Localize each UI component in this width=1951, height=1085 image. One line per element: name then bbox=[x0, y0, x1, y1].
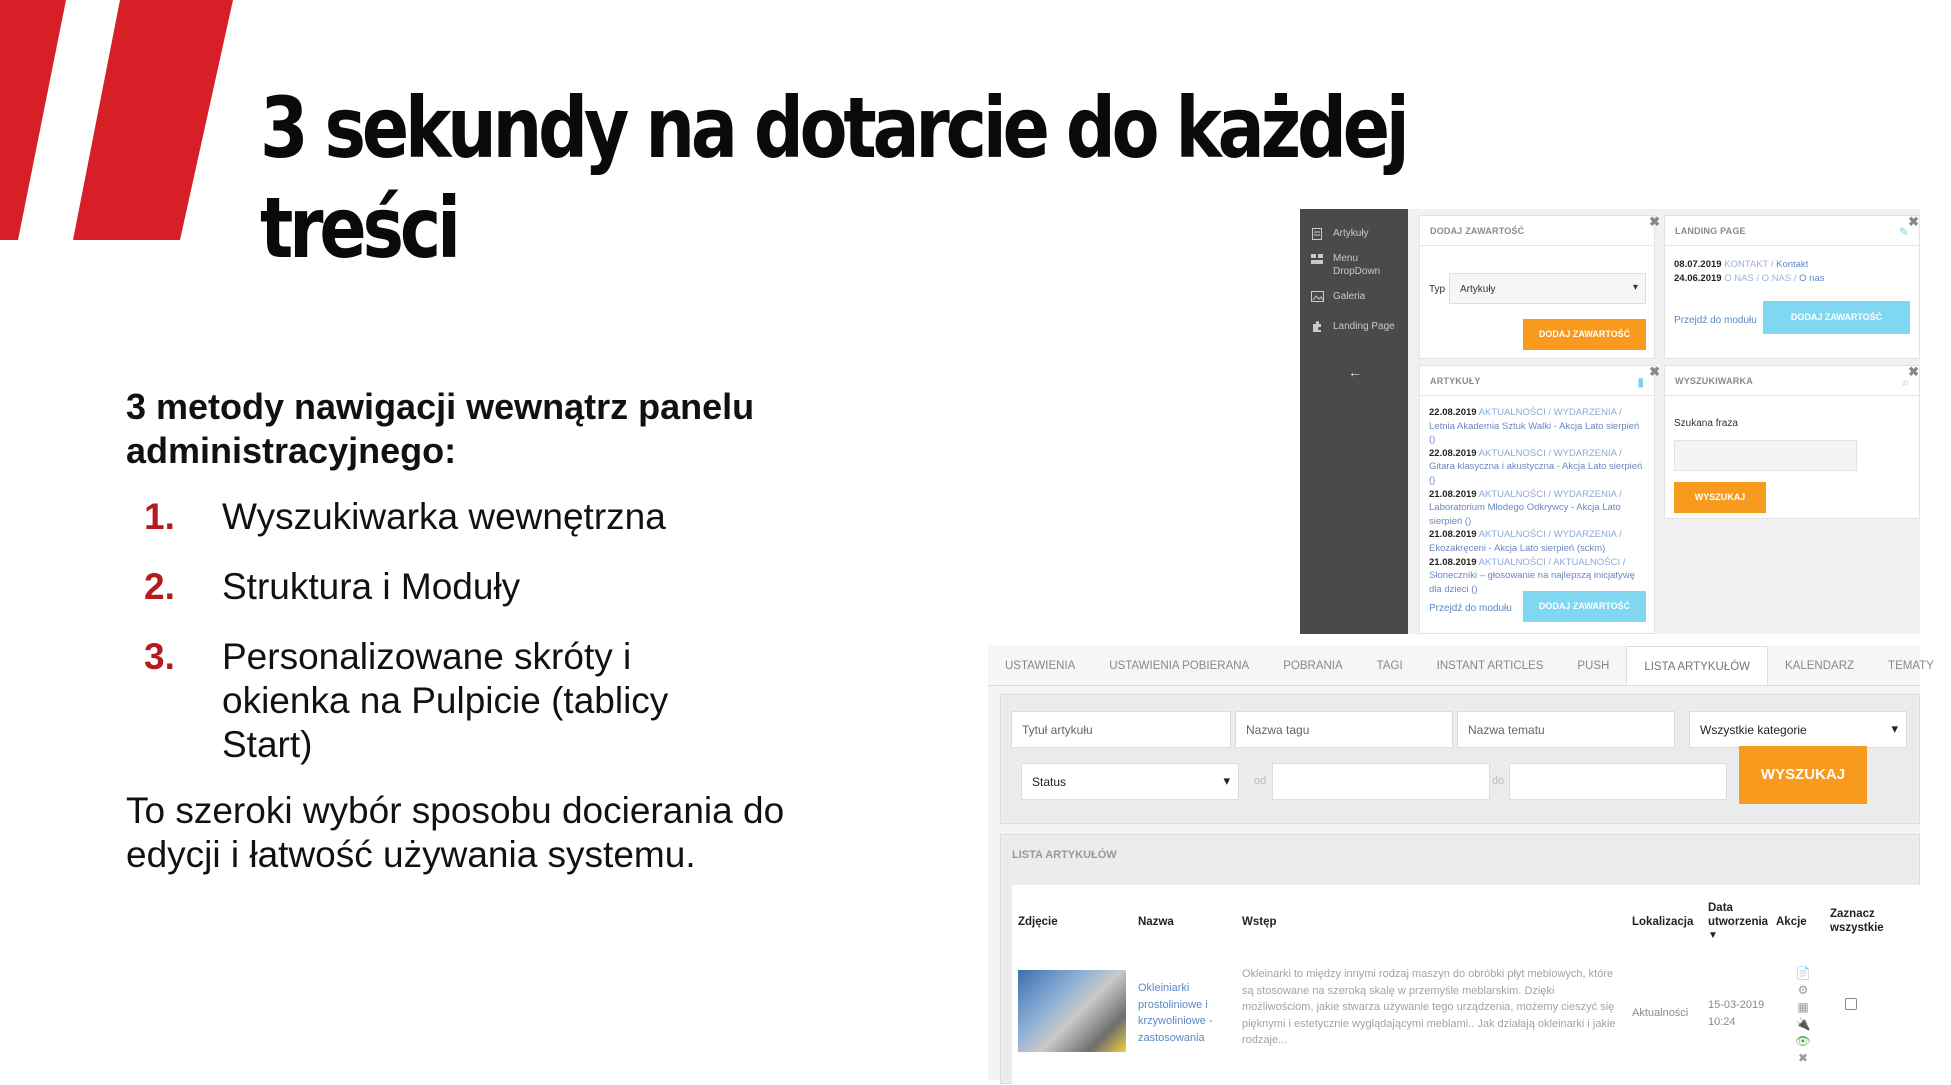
image-icon bbox=[1310, 290, 1324, 303]
plug-icon[interactable]: 🔌 bbox=[1795, 1017, 1811, 1031]
subtitle: 3 metody nawigacji wewnątrz panelu administracyjnego: bbox=[126, 386, 755, 471]
tab-bar bbox=[988, 646, 1934, 686]
row-actions bbox=[1795, 965, 1811, 1067]
article-list-screenshot bbox=[988, 646, 1934, 1080]
landing-path: O NAS / O NAS / bbox=[1724, 272, 1800, 284]
landing-page-widget bbox=[1664, 215, 1920, 359]
content-text bbox=[126, 385, 786, 877]
sidebar-item-galeria[interactable] bbox=[1300, 290, 1408, 303]
widget-title: DODAJ ZAWARTOŚĆ bbox=[1420, 216, 1654, 246]
method-number: 2. bbox=[144, 566, 175, 607]
date-to-input[interactable] bbox=[1509, 763, 1727, 800]
widget-title: WYSZUKIWARKA bbox=[1665, 366, 1919, 396]
module-link[interactable]: Przejdź do modułu bbox=[1674, 315, 1757, 326]
tab-tematy[interactable]: TEMATY bbox=[1888, 660, 1934, 672]
method-text: Struktura i Moduły bbox=[222, 566, 521, 607]
method-text: Wyszukiwarka wewnętrzna bbox=[222, 496, 666, 537]
close-icon[interactable]: ✖ bbox=[1649, 214, 1660, 229]
tab-ustawienia-pobierana[interactable]: USTAWIENIA POBIERANA bbox=[1109, 660, 1250, 672]
eye-icon[interactable]: 👁 bbox=[1795, 1034, 1811, 1048]
search-label: Szukana fraza bbox=[1674, 418, 1738, 429]
decorative-stripes bbox=[0, 0, 240, 250]
back-arrow-icon[interactable]: ← bbox=[1348, 364, 1362, 380]
type-select[interactable] bbox=[1449, 273, 1646, 304]
category-select[interactable]: Wszystkie kategorie ▾ bbox=[1689, 711, 1907, 748]
list-item[interactable] bbox=[1429, 406, 1645, 447]
close-icon[interactable]: ✖ bbox=[1649, 364, 1660, 379]
add-content-widget bbox=[1419, 214, 1660, 359]
landing-path: KONTAKT / bbox=[1724, 259, 1777, 270]
chevron-down-icon: ▾ bbox=[1632, 282, 1638, 293]
from-label: od bbox=[1254, 775, 1267, 787]
search-input[interactable] bbox=[1674, 440, 1857, 471]
sidebar bbox=[1300, 209, 1408, 634]
pin-icon: ✎ bbox=[1898, 225, 1909, 239]
method-item bbox=[126, 565, 786, 609]
list-item[interactable] bbox=[1674, 272, 1825, 286]
widget-title: ARTYKUŁY bbox=[1420, 366, 1654, 396]
col-name: Nazwa bbox=[1138, 916, 1174, 928]
gear-icon[interactable]: ⚙ bbox=[1797, 983, 1809, 997]
edit-icon[interactable]: 📄 bbox=[1795, 966, 1811, 980]
dashboard-screenshot bbox=[1300, 209, 1920, 634]
sort-down-icon: ▼ bbox=[1708, 930, 1718, 941]
add-content-button[interactable]: DODAJ ZAWARTOŚĆ bbox=[1523, 591, 1646, 622]
article-date bbox=[1708, 997, 1764, 1030]
article-title: Słoneczniki – głosowanie na najlepszą inicjatywę dla dzieci () bbox=[1429, 570, 1635, 595]
article-date: 21.08.2019 bbox=[1429, 556, 1477, 568]
list-item[interactable] bbox=[1429, 528, 1645, 555]
landing-name: O nas bbox=[1799, 272, 1825, 284]
tab-lista-artykulow[interactable]: LISTA ARTYKUŁÓW bbox=[1626, 646, 1768, 685]
list-item[interactable] bbox=[1674, 258, 1825, 272]
article-date: 22.08.2019 bbox=[1429, 407, 1477, 418]
sidebar-item-label: Landing Page bbox=[1333, 321, 1395, 332]
method-item bbox=[126, 495, 786, 539]
sidebar-item-artykuly[interactable] bbox=[1300, 227, 1408, 240]
module-link[interactable]: Przejdź do modułu bbox=[1429, 603, 1512, 614]
date-from-input[interactable] bbox=[1272, 763, 1490, 800]
add-content-button[interactable]: DODAJ ZAWARTOŚĆ bbox=[1523, 319, 1646, 350]
row-checkbox[interactable] bbox=[1845, 998, 1857, 1010]
sidebar-item-label: Menu DropDown bbox=[1333, 253, 1381, 277]
trash-icon[interactable]: ▮ bbox=[1637, 375, 1644, 389]
sidebar-item-menu[interactable] bbox=[1300, 252, 1408, 278]
col-location: Lokalizacja bbox=[1632, 916, 1694, 928]
topic-name-input[interactable]: Nazwa tematu bbox=[1457, 711, 1675, 748]
tab-push[interactable]: PUSH bbox=[1577, 660, 1610, 672]
article-date: 22.08.2019 bbox=[1429, 447, 1477, 459]
articles-widget bbox=[1419, 364, 1660, 634]
article-category: AKTUALNOŚCI / WYDARZENIA / bbox=[1476, 407, 1622, 418]
article-name-link[interactable]: Okleiniarki prostoliniowe i krzywoliniowe - zastosowania bbox=[1138, 982, 1213, 1044]
widget-title: LANDING PAGE bbox=[1665, 216, 1919, 246]
summary: To szeroki wybór sposobu docierania do edycji i łatwość używania systemu. bbox=[126, 790, 785, 875]
article-thumbnail bbox=[1018, 970, 1126, 1052]
tab-kalendarz[interactable]: KALENDARZ bbox=[1785, 660, 1855, 672]
article-category: AKTUALNOŚCI / AKTUALNOŚCI / bbox=[1476, 556, 1626, 568]
tab-ustawienia[interactable]: USTAWIENIA bbox=[1005, 660, 1076, 672]
landing-date: 08.07.2019 bbox=[1674, 259, 1722, 270]
article-title: Gitara klasyczna i akustyczna - Akcja Lato sierpień () bbox=[1429, 461, 1643, 486]
landing-list bbox=[1674, 258, 1825, 285]
col-date-label: Data utworzenia bbox=[1708, 902, 1769, 928]
to-label: do bbox=[1492, 775, 1505, 787]
article-category: AKTUALNOŚCI / WYDARZENIA / bbox=[1476, 447, 1622, 459]
menu-icon bbox=[1310, 252, 1324, 265]
method-number: 1. bbox=[144, 496, 175, 537]
article-title: Letnia Akademia Sztuk Walki - Akcja Lato sierpień () bbox=[1429, 420, 1640, 446]
delete-icon[interactable]: ✖ bbox=[1797, 1051, 1809, 1065]
tag-name-input[interactable]: Nazwa tagu bbox=[1235, 711, 1453, 748]
article-title: Ekozakręceni - Akcja Lato sierpień (sckm) bbox=[1429, 542, 1606, 554]
list-item[interactable] bbox=[1429, 447, 1645, 488]
articles-list bbox=[1420, 396, 1654, 596]
article-category: AKTUALNOŚCI / WYDARZENIA / bbox=[1476, 529, 1622, 541]
slide-title: 3 sekundy na dotarcie do każdej treści bbox=[260, 79, 1406, 277]
sidebar-item-label: Galeria bbox=[1333, 291, 1366, 302]
tab-instant-articles[interactable]: INSTANT ARTICLES bbox=[1436, 660, 1544, 672]
article-location: Aktualności bbox=[1632, 1007, 1689, 1019]
col-intro: Wstęp bbox=[1242, 916, 1277, 928]
puzzle-icon bbox=[1310, 320, 1324, 333]
method-number: 3. bbox=[144, 636, 175, 677]
search-widget bbox=[1664, 365, 1920, 519]
methods-list bbox=[126, 495, 786, 767]
articles-table bbox=[1012, 885, 1921, 1085]
col-select-all[interactable]: Zaznacz wszystkie bbox=[1830, 908, 1884, 934]
landing-name: Kontakt bbox=[1776, 259, 1809, 270]
document-icon bbox=[1310, 227, 1324, 240]
list-title: LISTA ARTYKUŁÓW bbox=[1012, 849, 1117, 861]
search-icon: ⌕ bbox=[1902, 375, 1909, 389]
article-title-input[interactable]: Tytuł artykułu bbox=[1011, 711, 1231, 748]
status-select[interactable]: Status ▾ bbox=[1021, 763, 1239, 800]
search-button[interactable]: WYSZUKAJ bbox=[1739, 746, 1867, 804]
close-icon[interactable]: ✖ bbox=[1908, 364, 1919, 379]
filter-panel bbox=[1000, 694, 1920, 824]
method-text: Personalizowane skróty i okienka na Pulpicie (tablicy Start) bbox=[222, 636, 669, 765]
sidebar-item-landing[interactable] bbox=[1300, 320, 1408, 333]
search-button[interactable]: WYSZUKAJ bbox=[1674, 482, 1766, 513]
tab-pobrania[interactable]: POBRANIA bbox=[1283, 660, 1343, 672]
article-intro: Okleinarki to między innymi rodzaj maszyn do obróbki płyt meblowych, które są stosowane na szeroką skalę w przemyśle meblarskim. Dzięki możliwościom, jakie stwarza używanie tego urządzenia, możemy cieszyć się pięknymi i estetycznie wyglądającymi meblami.. Jak działają okleinarki i jakie rodzaje... bbox=[1242, 968, 1616, 1046]
tab-tagi[interactable]: TAGI bbox=[1376, 660, 1403, 672]
sidebar-item-label: Artykuły bbox=[1333, 228, 1369, 239]
article-category: AKTUALNOŚCI / WYDARZENIA / bbox=[1476, 488, 1622, 500]
landing-date: 24.06.2019 bbox=[1674, 272, 1722, 284]
list-item[interactable] bbox=[1429, 488, 1645, 529]
col-photo: Zdjęcie bbox=[1018, 916, 1058, 928]
article-date-value: 15-03-2019 bbox=[1708, 999, 1765, 1011]
article-list-panel bbox=[1000, 834, 1920, 1084]
article-date: 21.08.2019 bbox=[1429, 488, 1477, 500]
type-select-value: Artykuły bbox=[1460, 284, 1496, 295]
type-label: Typ bbox=[1429, 284, 1446, 295]
method-item bbox=[126, 635, 786, 767]
col-date[interactable] bbox=[1708, 901, 1774, 943]
col-actions: Akcje bbox=[1776, 916, 1807, 928]
article-title: Laboratorium Młodego Odkrywcy - Akcja Lato sierpień () bbox=[1429, 502, 1621, 527]
close-icon[interactable]: ✖ bbox=[1908, 214, 1919, 229]
article-time-value: 10:24 bbox=[1708, 1015, 1736, 1028]
add-content-button[interactable]: DODAJ ZAWARTOŚĆ bbox=[1763, 301, 1910, 334]
article-date: 21.08.2019 bbox=[1429, 529, 1477, 541]
grid-icon[interactable]: ▦ bbox=[1797, 1000, 1809, 1014]
